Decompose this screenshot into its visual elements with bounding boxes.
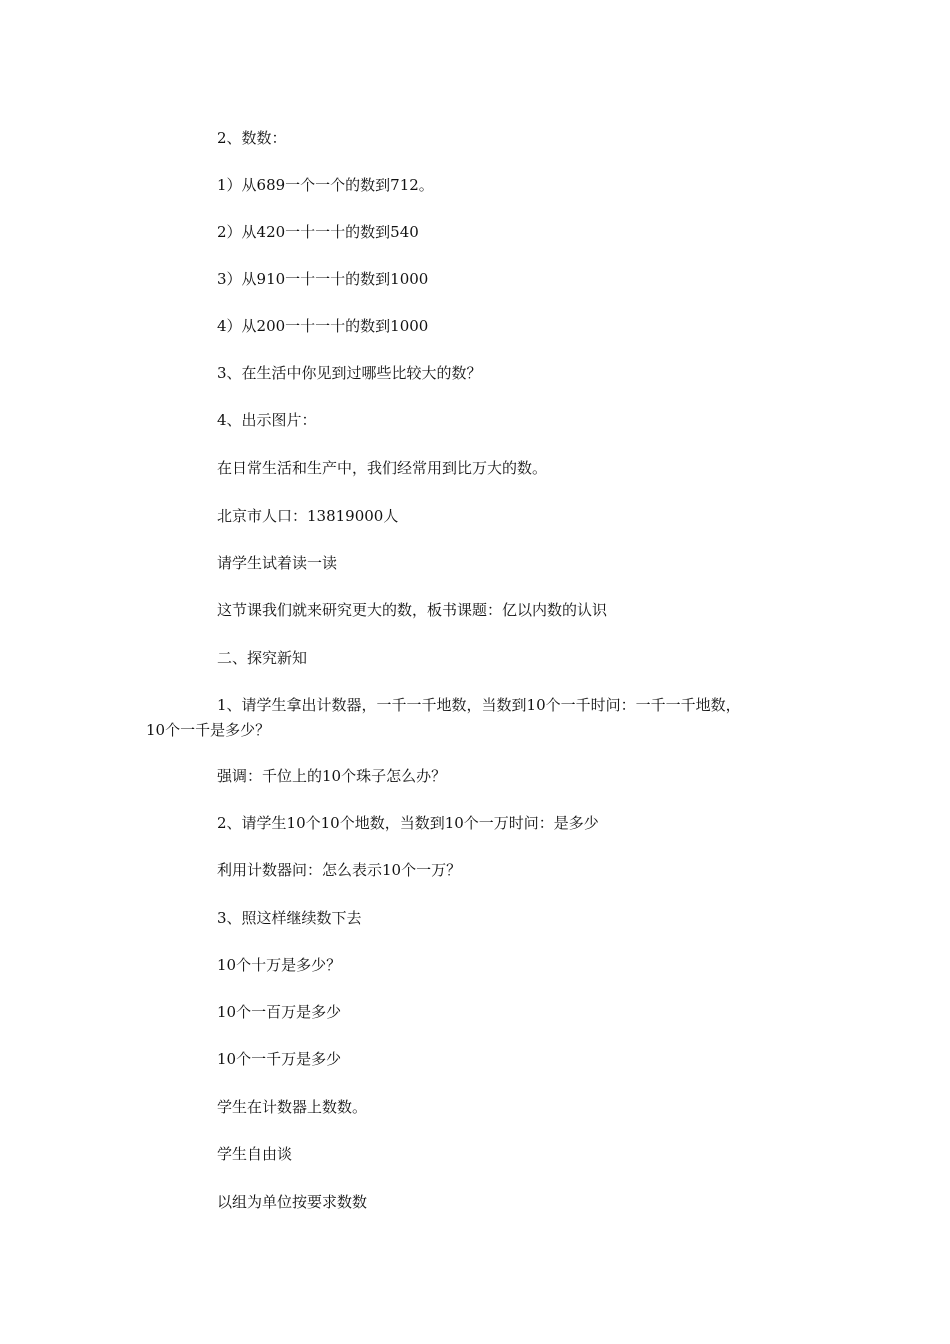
text-line-section-2: 2、数数： [217, 129, 287, 147]
text-line-item-4: 4）从200一十一十的数到1000 [217, 317, 429, 335]
text-line: 请学生试着读一读 [217, 554, 338, 572]
section-heading: 二、探究新知 [217, 649, 308, 667]
text-line: 10个十万是多少？ [217, 956, 342, 974]
text-line: 在日常生活和生产中，我们经常用到比万大的数。 [217, 459, 548, 477]
text-line: 学生自由谈 [217, 1145, 293, 1163]
text-line-continuation: 10个一千是多少？ [146, 721, 271, 739]
text-line: 学生在计数器上数数。 [217, 1098, 368, 1116]
text-line: 北京市人口：13819000人 [217, 507, 399, 525]
text-line: 10个一千万是多少 [217, 1050, 342, 1068]
text-line-section-3: 3、在生活中你见到过哪些比较大的数？ [217, 364, 482, 382]
text-line-item-1: 1）从689一个一个的数到712。 [217, 176, 434, 194]
text-line: 这节课我们就来研究更大的数，板书课题：亿以内数的认识 [217, 601, 608, 619]
text-line-item-2: 2）从420一十一十的数到540 [217, 223, 419, 241]
text-line-section-4: 4、出示图片： [217, 411, 317, 429]
text-line: 利用计数器问：怎么表示10个一万？ [217, 861, 462, 879]
text-line-item-3: 3）从910一十一十的数到1000 [217, 270, 429, 288]
text-line: 以组为单位按要求数数 [217, 1193, 368, 1211]
text-line: 2、请学生10个10个地数，当数到10个一万时问：是多少 [217, 814, 599, 832]
text-line: 1、请学生拿出计数器，一千一千地数，当数到10个一千时问：一千一千地数， [217, 696, 741, 714]
text-line: 10个一百万是多少 [217, 1003, 342, 1021]
text-line: 强调：千位上的10个珠子怎么办？ [217, 767, 447, 785]
text-line: 3、照这样继续数下去 [217, 909, 362, 927]
